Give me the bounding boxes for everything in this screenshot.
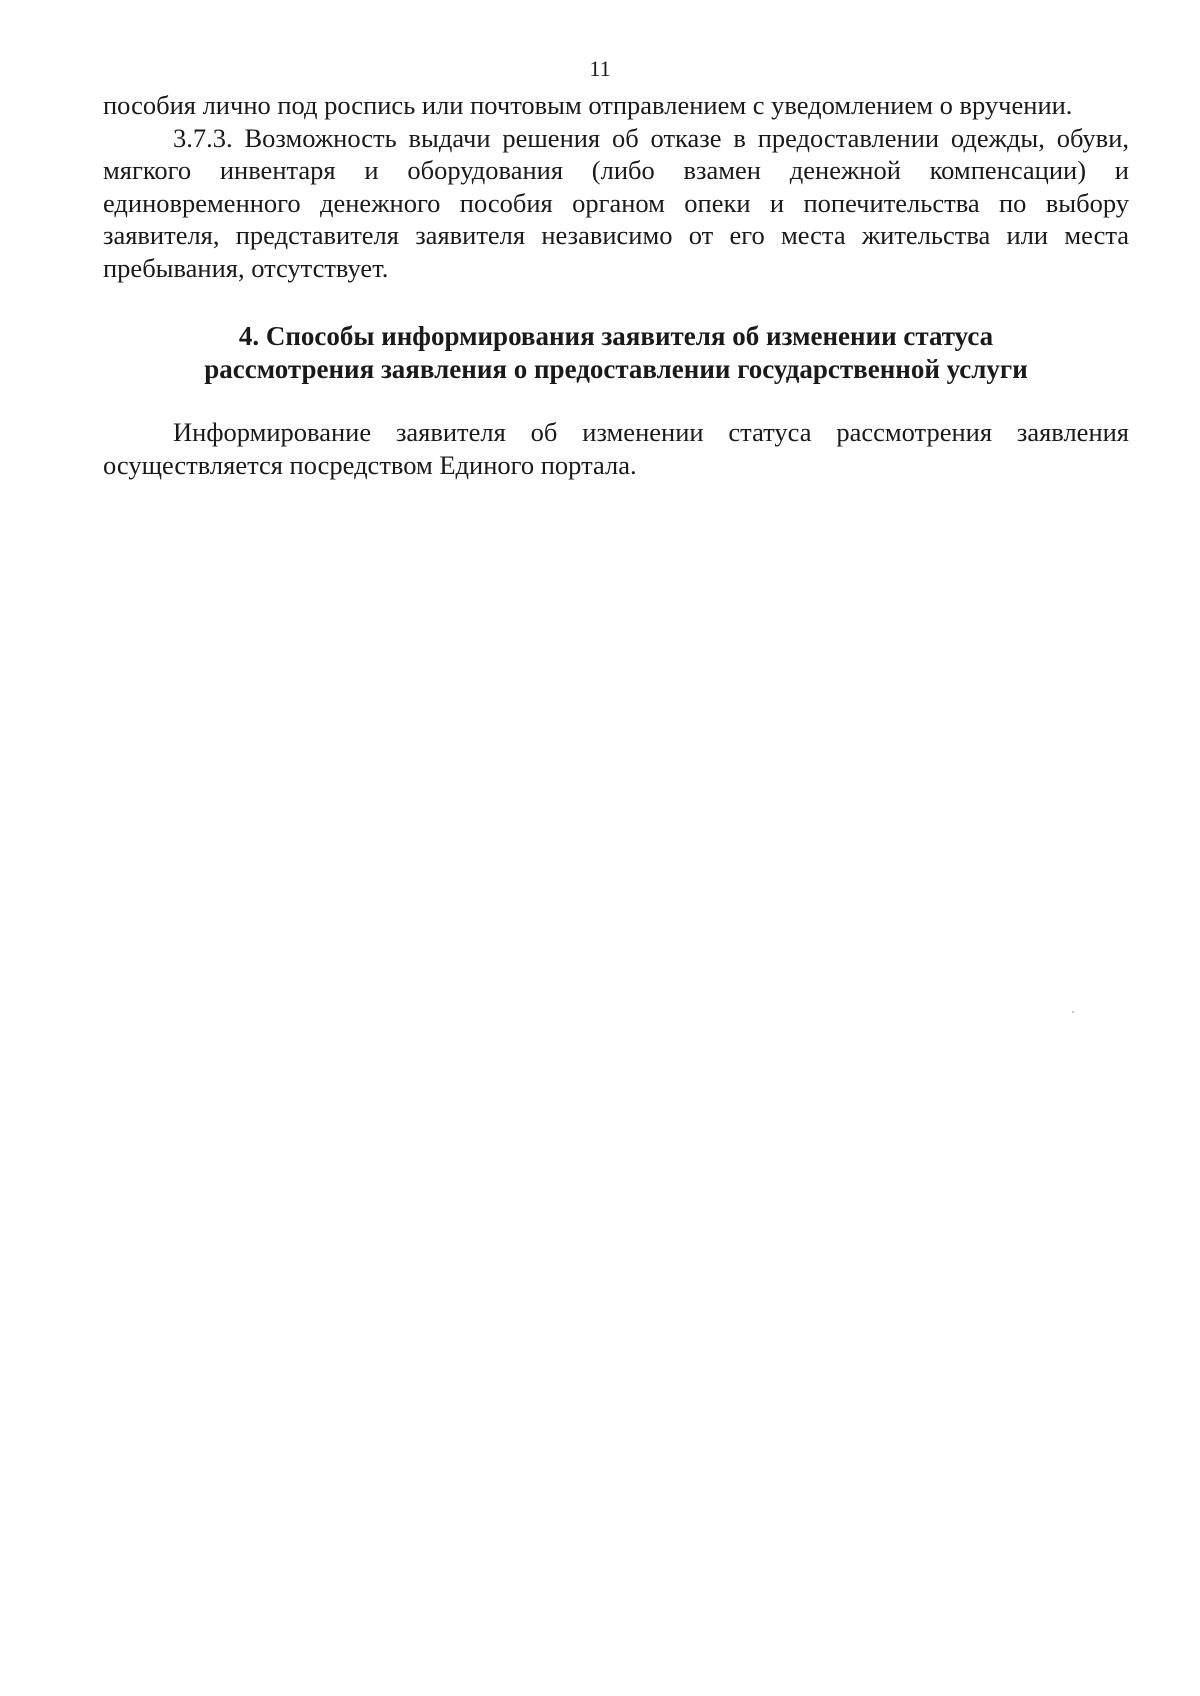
section-4-heading-line-1: 4. Способы информирования заявителя об изменении статуса xyxy=(238,321,994,351)
page-number: 11 xyxy=(589,56,611,81)
paragraph-clause-3-7-3: 3.7.3. Возможность выдачи решения об отказе в предоставлении одежды, обуви, мягкого инвентаря и оборудования (либо взамен денежной компенсации) и единовременного денежного пособия органом опеки и попечительства по выбору заявителя, представителя заявителя независимо от его места жительства или места пребывания, отсутствует. xyxy=(103,122,1129,283)
scan-speck xyxy=(1072,1011,1074,1013)
section-4-paragraph: Информирование заявителя об изменении статуса рассмотрения заявления осуществляется посредством Единого портала. xyxy=(103,417,1129,480)
section-4-heading xyxy=(103,320,1129,386)
section-4-heading-line-2: рассмотрения заявления о предоставлении государственной услуги xyxy=(204,354,1028,384)
document-body xyxy=(103,89,1129,481)
paragraph-continuation: пособия лично под роспись или почтовым отправлением с уведомлением о вручении. xyxy=(103,90,1073,120)
